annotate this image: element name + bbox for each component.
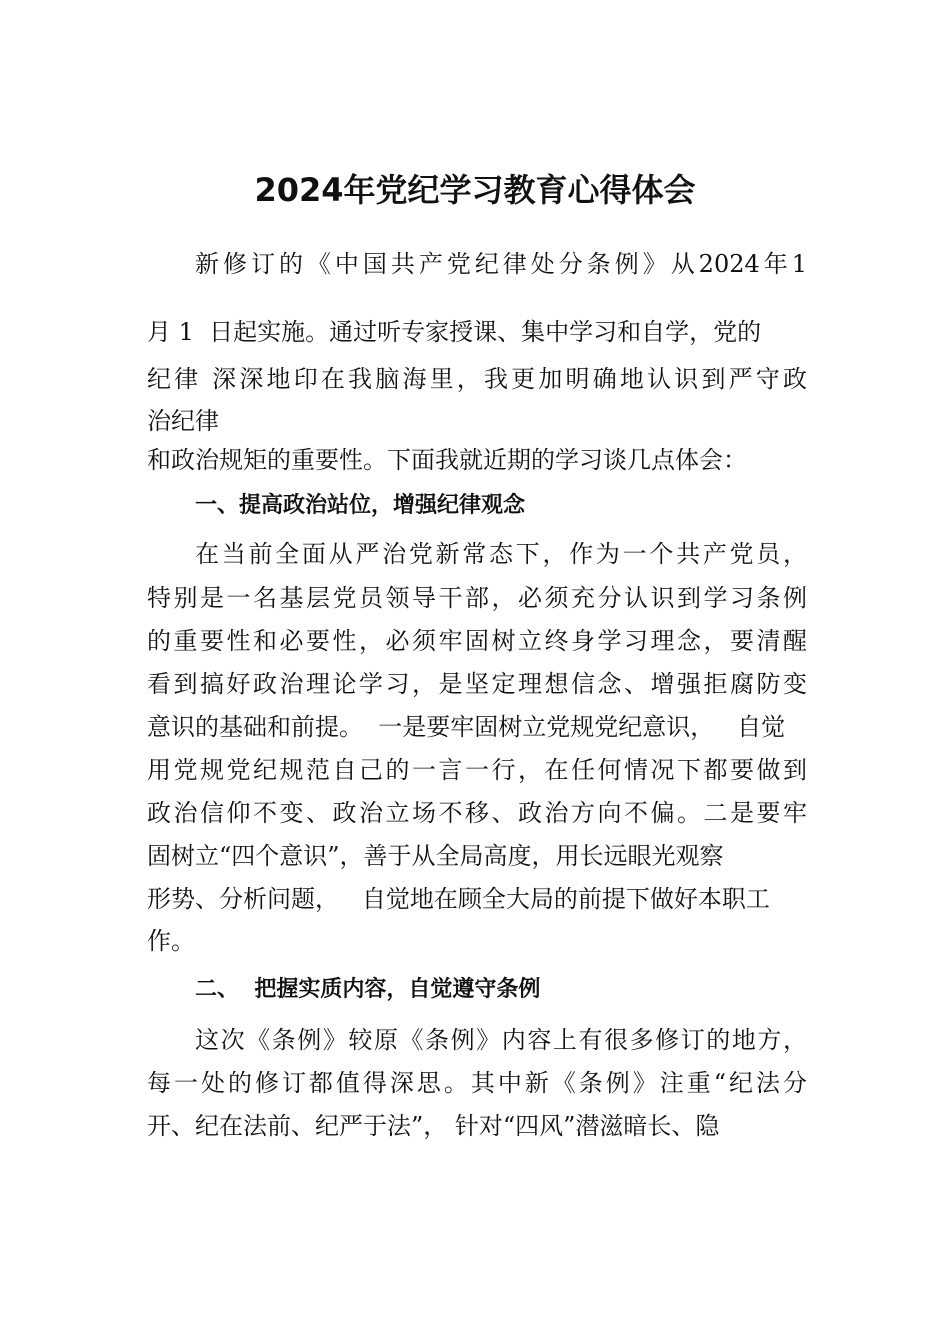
intro-line-2: 月 1 日起实施。通过听专家授课、集中学习和自学，党的 (147, 318, 762, 346)
section-1-line-6: 用党规党纪规范自己的一言一行，在任何情况下都要做到 (147, 756, 807, 784)
section-2-line-2: 每一处的修订都值得深思。其中新《条例》注重“纪法分 (147, 1069, 807, 1097)
section-1-line-10: 作。 (147, 927, 195, 955)
section-1-line-3: 的重要性和必要性，必须牢固树立终身学习理念，要清醒 (147, 627, 807, 655)
intro-line-1: 新修订的《中国共产党纪律处分条例》从2024年1 (195, 250, 807, 278)
section-1-line-4: 看到搞好政治理论学习，是坚定理想信念、增强拒腐防变 (147, 670, 807, 698)
section-2-line-1: 这次《条例》较原《条例》内容上有很多修订的地方， (195, 1026, 807, 1054)
intro-line-4: 治纪律 (147, 407, 219, 435)
section-2-line-3: 开、纪在法前、纪严于法”， 针对“四风”潜滋暗长、隐 (147, 1112, 720, 1140)
section-2-heading: 二、 把握实质内容，自觉遵守条例 (195, 977, 541, 1002)
section-1-line-9: 形势、分析问题， 自觉地在顾全大局的前提下做好本职工 (147, 885, 770, 913)
section-1-line-2: 特别是一名基层党员领导干部，必须充分认识到学习条例 (147, 584, 807, 612)
section-1-heading: 一、提高政治站位，增强纪律观念 (195, 493, 526, 518)
section-1-line-1: 在当前全面从严治党新常态下，作为一个共产党员， (195, 540, 807, 568)
intro-line-5: 和政治规矩的重要性。下面我就近期的学习谈几点体会： (147, 446, 747, 474)
section-1-line-5: 意识的基础和前提。 一是要牢固树立党规党纪意识， 自觉 (147, 713, 786, 741)
section-1-line-7: 政治信仰不变、政治立场不移、政治方向不偏。二是要牢 (147, 799, 807, 827)
section-1-line-8: 固树立“四个意识”，善于从全局高度，用长远眼光观察 (147, 842, 724, 870)
intro-line-3: 纪律 深深地印在我脑海里，我更加明确地认识到严守政 (147, 365, 807, 393)
document-title: 2024年党纪学习教育心得体会 (254, 171, 696, 209)
